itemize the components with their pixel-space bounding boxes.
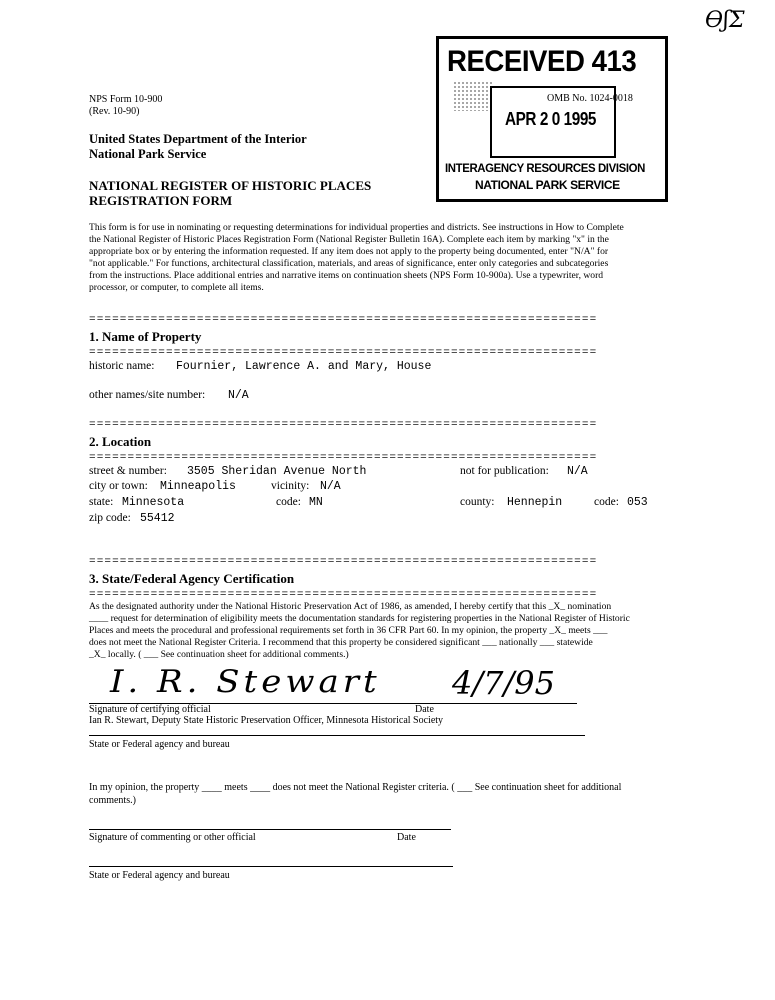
zip-value: 55412 [140, 512, 175, 525]
county-code-value: 053 [627, 496, 648, 509]
vicinity-label: vicinity: [271, 480, 310, 492]
stamp-division-line2: NATIONAL PARK SERVICE [475, 178, 620, 192]
historic-name-value: Fournier, Lawrence A. and Mary, House [176, 360, 432, 373]
not-for-publication-label: not for publication: [460, 465, 549, 477]
omb-number: OMB No. 1024-0018 [547, 93, 633, 104]
historic-name-label: historic name: [89, 360, 155, 372]
opinion-line: comments.) [89, 795, 136, 806]
handwritten-signature: I. R. Stewart [110, 664, 381, 700]
street-label: street & number: [89, 465, 167, 477]
received-stamp-heading: RECEIVED 413 [447, 45, 637, 78]
street-value: 3505 Sheridan Avenue North [187, 465, 367, 478]
handwritten-date: 4/7/95 [452, 664, 555, 702]
department-name: United States Department of the Interior [89, 132, 307, 146]
commenting-signature-line [89, 829, 451, 830]
bureau-line [89, 735, 585, 736]
zip-label: zip code: [89, 512, 131, 524]
bureau2-label: State or Federal agency and bureau [89, 870, 230, 881]
instructions-line: This form is for use in nominating or requesting determinations for individual properties and districts. See instructions in How to Complete [89, 222, 624, 233]
section-divider: ================================================================== [89, 419, 598, 431]
form-revision: (Rev. 10-90) [89, 106, 140, 117]
other-names-label: other names/site number: [89, 389, 206, 401]
instructions-line: processor, or computer, to complete all items. [89, 282, 264, 293]
section-divider: ================================================================== [89, 556, 598, 568]
corner-handwritten-mark: ƟʃΣ [705, 8, 745, 33]
state-label: state: [89, 496, 114, 508]
certification-line: does not meet the National Register Criteria. I recommend that this property be considered significant ___ nationally ___ statewide [89, 637, 593, 648]
vicinity-value: N/A [320, 480, 341, 493]
stamp-date: APR 2 0 1995 [505, 109, 597, 129]
not-for-publication-value: N/A [567, 465, 588, 478]
agency-name: National Park Service [89, 147, 207, 161]
instructions-line: "not applicable." For functions, architectural classification, materials, and areas of significance, enter only categories and subcategories [89, 258, 609, 269]
county-value: Hennepin [507, 496, 563, 509]
instructions-line: from the instructions. Place additional entries and narrative items on continuation sheets (NPS Form 10-900a). Use a typewriter, word [89, 270, 604, 281]
form-subtitle: REGISTRATION FORM [89, 193, 233, 208]
state-value: Minnesota [122, 496, 185, 509]
commenting-date-label: Date [397, 832, 416, 843]
county-label: county: [460, 496, 495, 508]
city-value: Minneapolis [160, 480, 236, 493]
bureau2-line [89, 866, 453, 867]
certification-line: As the designated authority under the National Historic Preservation Act of 1986, as amended, I hereby certify that this _X_ nomination [89, 601, 612, 612]
certification-line: ____ request for determination of eligibility meets the documentation standards for registering properties in the National Register of Historic [89, 613, 630, 624]
signature-label: Signature of certifying official [89, 704, 211, 715]
received-stamp [436, 36, 668, 202]
official-name: Ian R. Stewart, Deputy State Historic Preservation Officer, Minnesota Historical Society [89, 715, 444, 726]
county-code-label: code: [594, 496, 619, 508]
section3-heading: 3. State/Federal Agency Certification [89, 571, 295, 586]
commenting-official-label: Signature of commenting or other official [89, 832, 256, 843]
section-divider: ================================================================== [89, 347, 598, 359]
date-label: Date [415, 704, 434, 715]
instructions-line: the National Register of Historic Places Registration Form (National Register Bulletin 16A). Complete each item by marking "x" in the [89, 234, 609, 245]
form-title: NATIONAL REGISTER OF HISTORIC PLACES [89, 178, 372, 193]
certification-line: _X_ locally. ( ___ See continuation sheet for additional comments.) [89, 649, 349, 660]
state-code-label: code: [276, 496, 301, 508]
section2-heading: 2. Location [89, 434, 152, 449]
state-code-value: MN [309, 496, 323, 509]
stamp-noise [453, 81, 493, 111]
section-divider: ================================================================== [89, 314, 598, 326]
bureau-label: State or Federal agency and bureau [89, 739, 230, 750]
opinion-line: In my opinion, the property ____ meets ____ does not meet the National Register criteria. ( ___ See continuation sheet for additional [89, 782, 622, 793]
city-label: city or town: [89, 480, 148, 492]
section-divider: ================================================================== [89, 452, 598, 464]
section-divider: ================================================================== [89, 589, 598, 601]
section1-heading: 1. Name of Property [89, 329, 202, 344]
stamp-division-line1: INTERAGENCY RESOURCES DIVISION [445, 161, 645, 175]
other-names-value: N/A [228, 389, 249, 402]
instructions-line: appropriate box or by entering the information requested. If any item does not apply to the property being documented, enter "N/A" for [89, 246, 609, 257]
certification-line: Places and meets the procedural and professional requirements set forth in 36 CFR Part 60. In my opinion, the property _X_ meets ___ [89, 625, 608, 636]
form-number: NPS Form 10-900 [89, 94, 163, 105]
